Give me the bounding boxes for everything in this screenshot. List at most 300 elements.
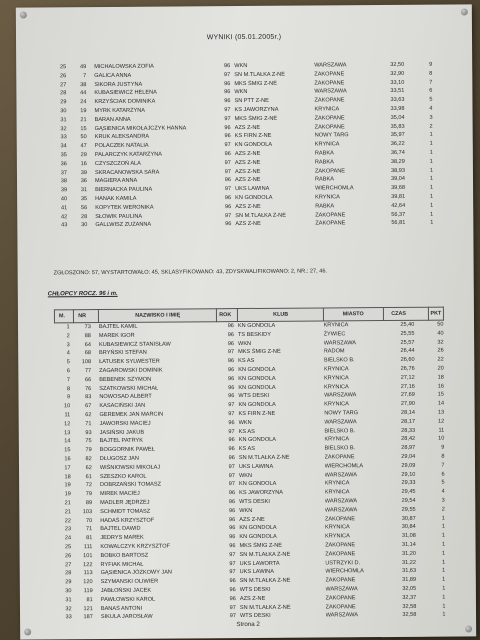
- cell-points: 5: [441, 479, 445, 486]
- cell-time: 29,10: [401, 471, 416, 478]
- cell-points: 1: [441, 550, 446, 557]
- cell-points: 4: [441, 488, 445, 495]
- cell-city: KRYNICA: [324, 480, 350, 487]
- cell-name: GALICA ANNA: [94, 72, 132, 79]
- cell-club: WTS DESKI: [239, 498, 270, 505]
- cell-city: ZAKOPANE: [325, 577, 356, 584]
- cell-name: JASIŃSKI JAKUB: [99, 429, 145, 436]
- cell-place: 22: [64, 517, 72, 524]
- cell-year: 96: [228, 375, 235, 382]
- cell-city: NOWY TARG: [324, 410, 359, 417]
- cell-place: 3: [66, 341, 70, 348]
- cell-number: 36: [80, 178, 88, 185]
- cell-number: 49: [79, 64, 87, 71]
- cell-year: 97: [224, 186, 232, 193]
- cell-club: SN M.TLAŁKA Z-NE: [234, 71, 285, 78]
- cell-time: 28,42: [401, 436, 416, 443]
- cell-place: 32: [65, 605, 72, 612]
- cell-city: ZAKOPANE: [325, 542, 356, 549]
- cell-year: 96: [229, 543, 236, 550]
- cell-time: 27,12: [400, 374, 415, 381]
- cell-place: 4: [66, 350, 70, 357]
- cell-time: 31,63: [402, 568, 417, 575]
- cell-time: 27,90: [400, 400, 415, 408]
- header-club: KLUB: [238, 308, 324, 322]
- cell-club: SN M.TLAŁKA Z-NE: [235, 212, 286, 219]
- cell-place: 18: [64, 473, 71, 480]
- cell-number: 68: [84, 350, 92, 357]
- cell-club: WTS DESKI: [238, 393, 270, 400]
- cell-place: 27: [60, 81, 67, 88]
- cell-name: KOPYTEK WERONIKA: [95, 204, 154, 211]
- cell-place: 43: [61, 222, 68, 229]
- cell-number: 31: [80, 187, 88, 194]
- cell-city: ZAKOPANE: [315, 220, 346, 227]
- cell-club: KS FIRN Z-NE: [234, 133, 272, 140]
- cell-name: BANAŚ ANTONI: [100, 605, 143, 612]
- cell-place: 31: [65, 596, 72, 603]
- cell-city: WIERCHOMLA: [325, 568, 364, 575]
- cell-club: WKN: [239, 507, 253, 514]
- cell-year: 97: [224, 107, 231, 114]
- cell-time: 29,55: [401, 506, 416, 513]
- cell-club: AZS Z-NE: [235, 221, 261, 228]
- cell-name: ZAGAROWSKI DOMINIK: [99, 367, 163, 375]
- cell-club: AZS Z-NE: [239, 595, 266, 602]
- cell-place: 28: [65, 570, 72, 577]
- cell-city: ZAKOPANE: [324, 515, 355, 522]
- cell-points: 6: [429, 88, 433, 95]
- cell-points: 4: [429, 105, 433, 112]
- cell-year: 96: [224, 195, 232, 202]
- cell-name: SCHMIDT TOMASZ: [100, 508, 151, 515]
- cell-points: 15: [437, 391, 445, 399]
- cell-number: 39: [80, 169, 87, 176]
- cell-time: 32,50: [390, 61, 405, 68]
- cell-time: 42,64: [391, 202, 406, 209]
- cell-points: 8: [429, 70, 433, 77]
- cell-place: 35: [60, 152, 67, 159]
- cell-name: PALARCZYK KATARZYNA: [94, 151, 162, 159]
- cell-place: 6: [66, 368, 71, 375]
- cell-city: KRYNICA: [324, 489, 350, 496]
- cell-points: 1: [442, 576, 446, 583]
- pin-icon: [465, 625, 472, 632]
- cell-city: ZAKOPANE: [314, 115, 345, 122]
- cell-club: AZS Z-NE: [239, 516, 265, 523]
- boys-results-table: [54, 307, 446, 623]
- cell-city: ŻYWIEC: [323, 331, 346, 338]
- cell-year: 97: [229, 569, 236, 576]
- cell-club: KS AS: [238, 428, 255, 435]
- cell-place: 1: [66, 324, 70, 331]
- cell-club: KN GONDOLA: [239, 481, 277, 488]
- cell-place: 41: [60, 204, 68, 212]
- cell-place: 15: [64, 447, 71, 454]
- cell-points: 1: [430, 220, 434, 227]
- cell-place: 9: [67, 394, 71, 401]
- cell-name: JEDRYS MAREK: [100, 534, 144, 542]
- cell-points: 7: [441, 462, 445, 469]
- cell-year: 96: [228, 490, 236, 497]
- cell-number: 75: [85, 438, 92, 445]
- cell-club: WKN: [238, 472, 253, 479]
- cell-year: 96: [229, 595, 236, 602]
- cell-club: MKS ŚMIG Z-NE: [239, 542, 283, 549]
- cell-city: KRYNICA: [325, 533, 350, 540]
- cell-name: ŁATUSEK SYLWESTER: [99, 358, 160, 366]
- cell-number: 79: [85, 491, 93, 498]
- cell-year: 96: [228, 393, 235, 400]
- cell-place: 5: [66, 359, 70, 366]
- cell-club: KN GONDOLA: [238, 384, 276, 391]
- cell-year: 97: [224, 71, 231, 78]
- cell-city: ZAKOPANE: [325, 550, 356, 558]
- cell-time: 36,74: [390, 149, 405, 156]
- cell-time: 32,58: [402, 612, 417, 619]
- cell-time: 38,93: [390, 167, 405, 174]
- cell-year: 97: [228, 428, 235, 435]
- cell-points: 10: [438, 435, 445, 443]
- cell-number: 187: [83, 614, 93, 621]
- cell-city: KRYNICA: [324, 524, 350, 531]
- cell-club: KN GONDOLA: [238, 437, 277, 444]
- cell-city: WIERCHOMLA: [324, 462, 364, 470]
- pin-icon: [24, 629, 31, 636]
- header-city: MIASTO: [323, 308, 383, 321]
- cell-year: 96: [228, 437, 235, 444]
- cell-number: 111: [83, 543, 93, 551]
- cell-city: WARSZAWA: [324, 506, 358, 514]
- cell-number: 93: [85, 429, 92, 436]
- cell-number: 103: [82, 508, 93, 515]
- cell-time: 26,76: [400, 365, 415, 372]
- cell-number: 82: [85, 456, 92, 463]
- cell-city: KRYNICA: [323, 322, 349, 329]
- cell-place: 17: [64, 464, 71, 472]
- cell-number: 76: [85, 385, 92, 392]
- cell-points: 1: [442, 567, 446, 574]
- cell-year: 97: [229, 560, 236, 567]
- cell-time: 35,97: [390, 132, 405, 139]
- cell-number: 89: [85, 500, 93, 507]
- cell-place: 26: [60, 73, 67, 80]
- cell-time: 33,63: [390, 97, 405, 104]
- cell-points: 1: [429, 176, 434, 183]
- cell-time: 33,10: [390, 79, 405, 86]
- cell-name: DŁUGOSZ JAN: [99, 455, 139, 462]
- cell-year: 97: [224, 115, 231, 122]
- cell-place: 31: [60, 117, 67, 124]
- cell-club: SN PTT Z-NE: [234, 98, 269, 105]
- cell-place: 38: [60, 178, 68, 185]
- cell-year: 96: [224, 203, 232, 210]
- cell-name: DOBRZAŃSKI TOMASZ: [99, 481, 162, 489]
- cell-points: 3: [441, 497, 445, 504]
- cell-place: 12: [64, 420, 71, 428]
- cell-place: 8: [66, 385, 71, 392]
- cell-place: 42: [61, 213, 68, 220]
- cell-name: GALLWISZ ZUZANNA: [95, 222, 152, 229]
- cell-club: UKS LAWINA: [238, 463, 274, 470]
- cell-year: 96: [224, 151, 231, 158]
- cell-city: ZAKOPANE: [314, 167, 346, 175]
- cell-place: 25: [59, 64, 67, 71]
- cell-place: 33: [65, 614, 72, 621]
- cell-city: ZAKOPANE: [314, 79, 345, 87]
- cell-place: 16: [64, 456, 71, 463]
- cell-name: SIKORA JUSTYNA: [94, 81, 143, 88]
- cell-name: MYRK KATARZYNA: [94, 107, 145, 115]
- cell-number: 44: [80, 90, 87, 97]
- cell-number: 120: [83, 579, 93, 586]
- cell-name: SŁOWIK PAULINA: [95, 213, 143, 220]
- cell-name: NOWOSAD ALBERT: [99, 394, 152, 401]
- cell-name: BAJTEL KAMIL: [98, 323, 138, 331]
- cell-points: 18: [437, 374, 444, 381]
- cell-number: 72: [85, 482, 92, 489]
- cell-time: 39,81: [391, 193, 406, 200]
- cell-number: 67: [85, 403, 92, 410]
- cell-place: 10: [63, 403, 71, 410]
- cell-name: BAJTEL DAWID: [100, 526, 141, 533]
- cell-points: 1: [442, 603, 446, 610]
- cell-points: 20: [437, 365, 444, 372]
- cell-club: KN GONDOLA: [238, 375, 276, 382]
- cell-club: KN GONDOLA: [235, 194, 273, 202]
- cell-city: NOWY TARG: [314, 132, 349, 139]
- cell-year: 96: [228, 455, 235, 462]
- cell-name: GĄSIENICA MIKOŁAJCZYK HANNA: [94, 124, 187, 132]
- table-row: [53, 219, 433, 230]
- cell-points: 1: [429, 158, 433, 165]
- cell-year: 96: [227, 323, 234, 330]
- cell-city: KRYNICA: [323, 383, 349, 391]
- cell-year: 96: [229, 578, 236, 585]
- cell-number: 71: [85, 420, 92, 427]
- cell-name: KOWALCZYK KRZYSZTOF: [100, 543, 171, 550]
- cell-number: 81: [86, 535, 93, 542]
- cell-points: 7: [429, 79, 433, 86]
- cell-time: 32,58: [402, 603, 417, 610]
- cell-club: AZS Z-NE: [234, 124, 261, 131]
- cell-city: KRYNICA: [324, 436, 350, 443]
- cell-number: 24: [80, 99, 87, 106]
- cell-city: ZAKOPANE: [315, 211, 346, 219]
- cell-points: 1: [442, 585, 446, 592]
- cell-city: WIERCHOMLA: [315, 185, 354, 192]
- cell-city: RABKA: [314, 150, 334, 157]
- cell-place: 7: [66, 377, 71, 384]
- cell-time: 27,69: [400, 392, 415, 399]
- cell-city: RABKA: [314, 159, 334, 166]
- cell-year: 96: [224, 133, 231, 140]
- cell-points: 32: [437, 339, 444, 346]
- cell-number: 101: [83, 552, 93, 559]
- cell-number: 62: [85, 464, 92, 471]
- cell-points: 1: [430, 202, 434, 209]
- cell-name: MICHALOWSKA ZOFIA: [94, 63, 154, 71]
- cell-year: 96: [227, 367, 235, 374]
- cell-time: 39,04: [390, 176, 406, 183]
- cell-city: RADOM: [323, 348, 345, 355]
- cell-points: 1: [430, 211, 434, 218]
- cell-club: SN M.TLAŁKA Z-NE: [238, 454, 290, 462]
- cell-year: 97: [228, 411, 235, 418]
- cell-city: WARSZAWA: [324, 392, 357, 399]
- cell-city: KRYNICA: [314, 141, 340, 148]
- cell-time: 56,37: [391, 211, 406, 218]
- cell-club: KN GONDOLA: [238, 401, 276, 409]
- cell-time: 25,40: [400, 321, 415, 328]
- cell-name: SZESZKO KAROL: [99, 473, 147, 480]
- cell-time: 25,57: [400, 339, 415, 346]
- cell-year: 97: [229, 613, 236, 620]
- cell-number: 83: [85, 394, 92, 401]
- cell-year: 96: [224, 124, 231, 131]
- cell-time: 33,51: [390, 88, 405, 95]
- cell-place: 23: [64, 526, 72, 533]
- cell-year: 96: [229, 525, 236, 532]
- cell-club: AZS Z-NE: [234, 177, 261, 184]
- cell-year: 96: [229, 516, 236, 523]
- pin-icon: [461, 8, 468, 15]
- cell-club: KN GONDOLA: [239, 525, 277, 532]
- cell-place: 30: [65, 588, 72, 595]
- cell-name: POLACZEK NATALIA: [94, 142, 149, 150]
- cell-number: 70: [85, 517, 93, 524]
- cell-time: 28,33: [401, 427, 416, 434]
- cell-name: BEBENEK SZYMON: [99, 376, 152, 383]
- cell-points: 1: [442, 611, 446, 618]
- cell-city: ZAKOPANE: [314, 97, 345, 104]
- cell-points: 16: [437, 383, 444, 390]
- cell-number: 77: [84, 368, 92, 375]
- cell-place: 36: [60, 161, 67, 168]
- cell-number: 61: [85, 473, 92, 480]
- cell-club: AZS Z-NE: [234, 159, 261, 166]
- cell-city: KRYNICA: [324, 401, 349, 408]
- cell-city: BIELSKO B.: [323, 357, 355, 364]
- cell-number: 50: [80, 134, 87, 141]
- cell-place: 27: [65, 561, 72, 568]
- cell-number: 122: [83, 561, 93, 568]
- cell-club: UKS LAWINA: [235, 185, 270, 193]
- cell-place: 21: [64, 508, 71, 516]
- cell-name: BOGGORNIK PAWEŁ: [99, 446, 155, 454]
- cell-year: 96: [223, 63, 231, 70]
- cell-time: 26,44: [400, 348, 415, 355]
- cell-points: 1: [441, 523, 445, 530]
- cell-place: 37: [60, 169, 67, 176]
- cell-place: 19: [64, 482, 71, 489]
- cell-club: AZS Z-NE: [234, 150, 261, 158]
- cell-time: 31,20: [401, 550, 416, 557]
- cell-place: 29: [65, 579, 72, 586]
- cell-place: 19: [64, 491, 71, 498]
- cell-time: 28,97: [401, 444, 416, 452]
- cell-club: MKS ŚMIG Z-NE: [234, 80, 277, 87]
- cell-year: 96: [229, 586, 236, 594]
- cell-club: MKS ŚMIG Z-NE: [234, 115, 278, 122]
- cell-place: 25: [64, 544, 72, 551]
- cell-number: 73: [84, 324, 91, 331]
- header-points: PKT: [428, 307, 443, 320]
- cell-name: KASACIŃSKI JAN: [99, 402, 146, 410]
- cell-number: 16: [80, 160, 87, 167]
- cell-time: 32,90: [390, 70, 405, 77]
- cell-city: RABKA: [314, 176, 334, 183]
- cell-time: 31,89: [402, 576, 417, 584]
- cell-name: MIREK MACIEJ: [100, 490, 140, 498]
- cell-name: KUBASIEWICZ HELENA: [94, 90, 157, 97]
- cell-name: JAWORSKI MACIEJ: [99, 420, 151, 427]
- cell-number: 35: [80, 196, 88, 203]
- cell-time: 28,14: [400, 409, 416, 416]
- cell-city: ZAKOPANE: [324, 454, 355, 461]
- cell-club: WKN: [234, 89, 248, 96]
- cell-club: KN GONDOLA: [237, 322, 276, 330]
- results-sheet: [16, 4, 476, 639]
- cell-time: 30,84: [401, 524, 416, 531]
- cell-name: MADLER JĘDRZEJ: [100, 499, 150, 506]
- cell-points: 1: [429, 149, 433, 156]
- cell-number: 28: [81, 213, 88, 220]
- cell-club: KN GONDOLA: [239, 533, 277, 541]
- pin-icon: [20, 12, 27, 19]
- cell-points: 1: [429, 132, 433, 139]
- cell-points: 1: [442, 594, 446, 601]
- cell-points: 11: [438, 427, 445, 434]
- header-number: NR: [74, 310, 99, 323]
- cell-name: JABŁOŃSKI JACEK: [100, 587, 152, 594]
- cell-points: 1: [429, 193, 434, 200]
- cell-time: 29,33: [401, 480, 416, 487]
- cell-place: 29: [60, 99, 67, 106]
- cell-year: 97: [227, 349, 235, 356]
- cell-name: BOBKO BARTOSZ: [100, 552, 149, 559]
- cell-name: BARAN ANNA: [94, 116, 131, 123]
- cell-club: MKS ŚMIG Z-NE: [238, 349, 281, 356]
- cell-name: SKRACANOWSKA SARA: [94, 169, 160, 176]
- cell-year: 96: [224, 89, 231, 96]
- cell-name: BIERNACKA PAULINA: [95, 186, 153, 194]
- cell-year: 97: [228, 463, 235, 470]
- cell-name: HANAK KAMILA: [95, 195, 137, 203]
- cell-points: 8: [441, 453, 445, 460]
- cell-name: RYFIAK MICHAŁ: [100, 561, 144, 568]
- header-name: NAZWISKO I IMIĘ: [99, 309, 217, 323]
- cell-points: 1: [429, 167, 433, 174]
- cell-time: 38,29: [390, 158, 405, 165]
- cell-points: 1: [429, 184, 434, 191]
- cell-city: WARSZAWA: [314, 88, 347, 95]
- cell-year: 96: [224, 98, 231, 105]
- cell-points: 5: [429, 96, 433, 103]
- cell-name: CZYSZCZOŃ ALA: [94, 160, 141, 167]
- cell-city: KRYNICA: [315, 194, 340, 201]
- cell-points: 12: [437, 418, 445, 425]
- page-title: WYNIKI (05.01.2005r.): [206, 33, 282, 42]
- cell-name: KUBASIEWICZ STANISŁAW: [98, 341, 171, 348]
- cell-city: KRYNICA: [323, 366, 349, 373]
- cell-points: 1: [442, 559, 446, 566]
- cell-time: 31,14: [401, 541, 416, 548]
- cell-number: 66: [84, 376, 92, 383]
- cell-place: 11: [64, 412, 71, 419]
- cell-time: 35,04: [390, 114, 405, 121]
- cell-points: 1: [441, 515, 445, 522]
